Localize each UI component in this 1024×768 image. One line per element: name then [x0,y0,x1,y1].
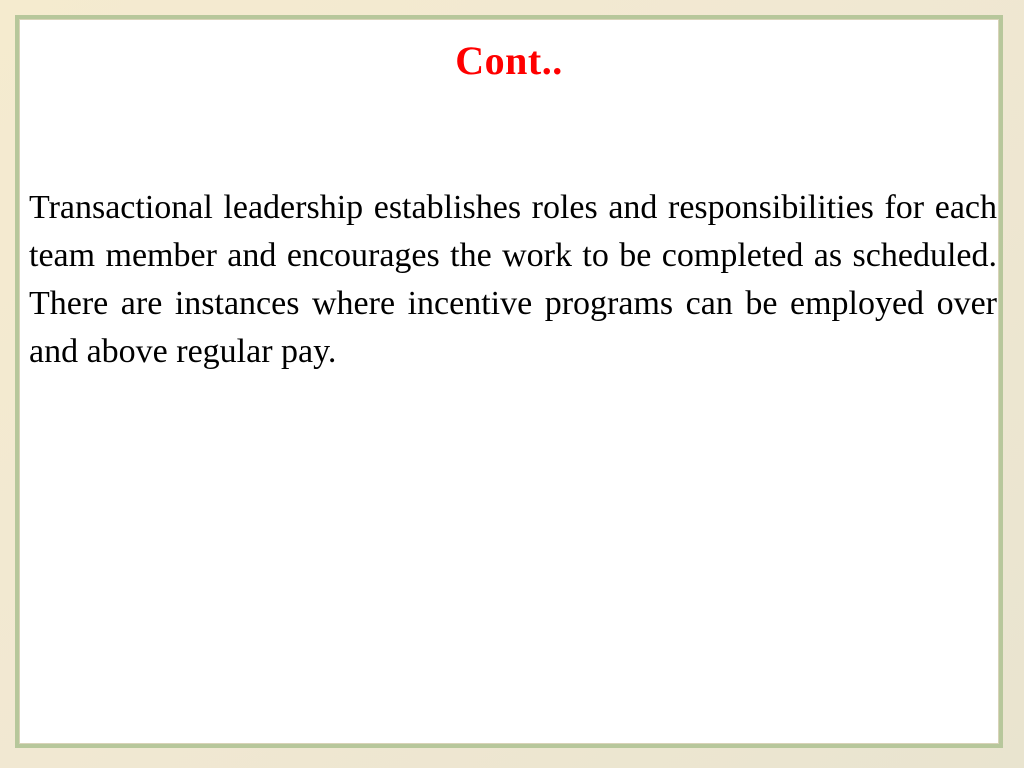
slide-title: Cont.. [455,38,563,83]
slide-frame [15,15,1003,748]
slide-body-paragraph: Transactional leadership establishes roles and responsibilities for each team member and encourages the work to be completed as scheduled. There are instances where incentive programs can be employed over and above regular pay. [29,189,997,370]
